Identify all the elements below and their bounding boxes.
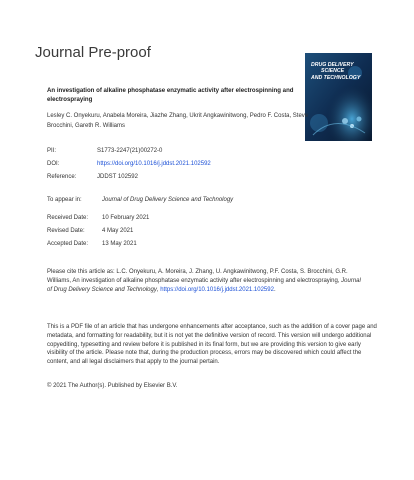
meta-revised-row	[47, 228, 133, 234]
doi-link[interactable]: https://doi.org/10.1016/j.jddst.2021.102592	[97, 161, 211, 167]
citation-end: .	[273, 286, 276, 293]
article-authors: Lesley C. Onyekuru, Anabela Moreira, Jiazhe Zhang, Ukrit Angkawinitwong, Pedro F. Costa, Steve Brocchini, Gareth R. Williams	[47, 113, 309, 129]
doi-label: DOI:	[47, 161, 60, 167]
meta-accepted-row	[47, 241, 137, 247]
revised-value: 4 May 2021	[102, 228, 134, 234]
appear-label: To appear in:	[47, 197, 82, 203]
pii-label: PII:	[47, 148, 57, 154]
received-label: Received Date:	[47, 215, 89, 221]
copyright-line: © 2021 The Author(s). Published by Elsevier B.V.	[47, 383, 178, 389]
citation-doi-link[interactable]: https://doi.org/10.1016/j.jddst.2021.102592	[160, 286, 274, 293]
citation-text: Please cite this article as: L.C. Onyekuru, A. Moreira, J. Zhang, U. Angkawinitwong, P.F. Costa, S. Brocchini, G.R. Williams, An investigation of alkaline phosphatase enzymatic activity after electrospinning and electrospraying,	[47, 269, 348, 284]
citation-sep: ,	[156, 286, 161, 293]
revised-label: Revised Date:	[47, 228, 85, 234]
reference-label: Reference:	[47, 174, 77, 180]
received-value: 10 February 2021	[102, 215, 150, 221]
citation-paragraph	[47, 268, 367, 294]
pii-value: S1773-2247(21)00272-0	[97, 148, 163, 154]
meta-pii-row	[47, 148, 162, 154]
preproof-notice: This is a PDF file of an article that has undergone enhancements after acceptance, such as the addition of a cover page and metadata, and formatting for readability, but it is not yet the definitive version of record. This version will undergo additional copyediting, typesetting and review before it is published in its final form, but we are providing this version to give early visibility of the article. Please note that, during the production process, errors may be discovered which could affect the content, and all legal disclaimers that apply to the journal pertain.	[47, 324, 377, 366]
accepted-label: Accepted Date:	[47, 241, 89, 247]
accepted-value: 13 May 2021	[102, 241, 137, 247]
article-title: An investigation of alkaline phosphatase enzymatic activity after electrospinning and electrospraying	[47, 87, 294, 104]
meta-appear-row	[47, 197, 233, 203]
meta-reference-row	[47, 174, 138, 180]
meta-doi-row	[47, 161, 211, 167]
reference-value: JDDST 102592	[97, 174, 138, 180]
cover-title-line-3: AND TECHNOLOGY	[311, 74, 361, 81]
cover-title-line-1: DRUG DELIVERY	[311, 62, 354, 68]
journal-preproof-title: Journal Pre-proof	[35, 44, 151, 61]
appear-value: Journal of Drug Delivery Science and Technology	[102, 197, 234, 203]
cover-title	[311, 62, 360, 81]
citation-journal: Journal of Drug Delivery Science and Technology	[47, 277, 361, 293]
cover-title-line-2: SCIENCE	[321, 68, 345, 75]
meta-received-row	[47, 215, 149, 221]
